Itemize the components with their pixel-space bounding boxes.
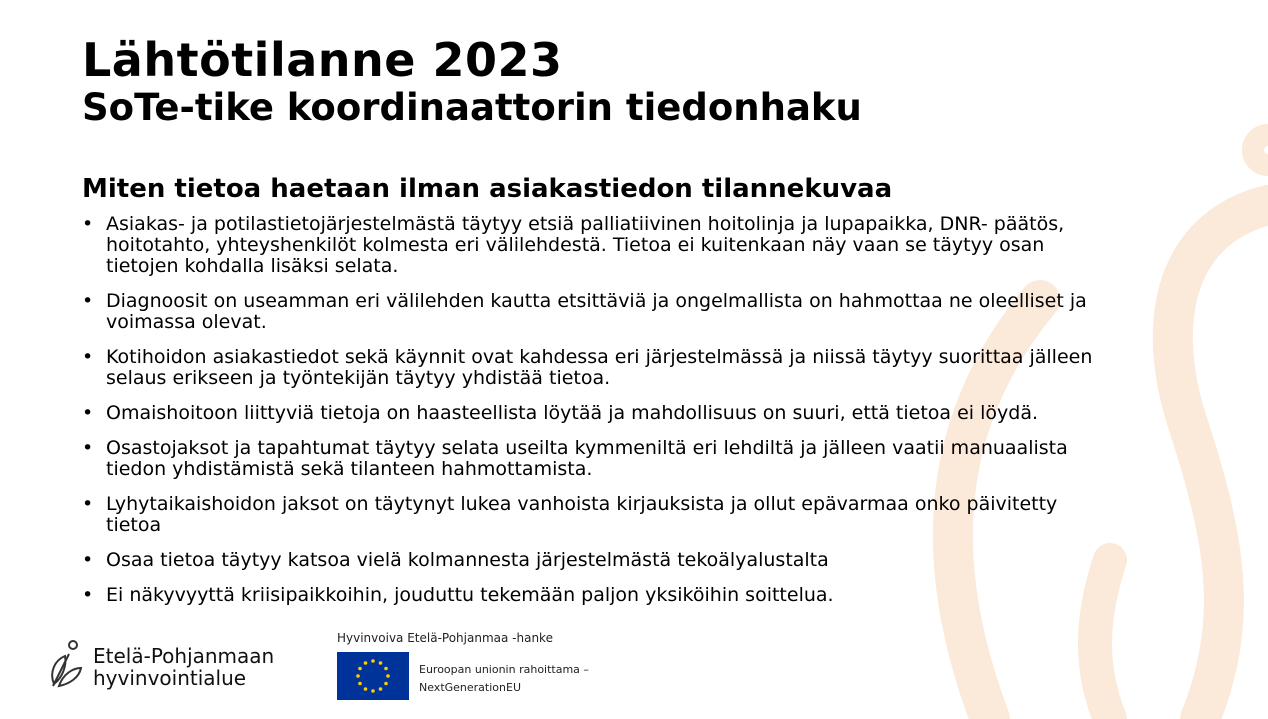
- bullet-list: [82, 214, 1182, 620]
- section-heading: Miten tietoa haetaan ilman asiakastiedon tilannekuvaa: [82, 174, 893, 204]
- page-subtitle: SoTe-tike koordinaattorin tiedonhaku: [82, 86, 862, 129]
- bullet-item: • Osaa tietoa täytyy katsoa vielä kolmannesta järjestelmästä tekoälyalustalta: [82, 550, 1182, 571]
- eu-star-icon: [358, 667, 362, 671]
- eu-star-icon: [379, 661, 383, 665]
- project-name: Hyvinvoiva Etelä-Pohjanmaa -hanke: [337, 631, 553, 645]
- org-logo-icon: [47, 638, 87, 690]
- eu-star-icon: [384, 682, 388, 686]
- eu-star-icon: [364, 687, 368, 691]
- eu-star-icon: [358, 682, 362, 686]
- page-title: Lähtötilanne 2023: [82, 33, 563, 87]
- bullet-item: • Lyhytaikaishoidon jaksot on täytynyt lukea vanhoista kirjauksista ja ollut epävarmaa onko päivitetty tietoa: [82, 494, 1182, 536]
- org-name: Etelä-Pohjanmaan hyvinvointialue: [93, 644, 275, 690]
- eu-star-icon: [371, 659, 375, 663]
- eu-star-icon: [386, 674, 390, 678]
- eu-star-icon: [379, 687, 383, 691]
- bullet-item: • Ei näkyvyyttä kriisipaikkoihin, jouduttu tekemään paljon yksiköihin soittelua.: [82, 585, 1182, 606]
- eu-star-icon: [384, 667, 388, 671]
- eu-flag-icon: [337, 652, 409, 700]
- bullet-item: • Diagnoosit on useamman eri välilehden kautta etsittäviä ja ongelmallista on hahmottaa ne oleelliset ja voimassa olevat.: [82, 291, 1182, 333]
- eu-star-icon: [364, 661, 368, 665]
- bullet-item: • Osastojaksot ja tapahtumat täytyy selata useilta kymmeniltä eri lehdiltä ja jälleen vaatii manuaalista tiedon yhdistämistä sekä tilanteen hahmottamista.: [82, 438, 1182, 480]
- eu-star-icon: [371, 689, 375, 693]
- bullet-item: • Asiakas- ja potilastietojärjestelmästä täytyy etsiä palliatiivinen hoitolinja ja lupapaikka, DNR- päätös, hoitotahto, yhteyshenkilöt kolmesta eri välilehdestä. Tietoa ei kuitenkaan näy vaan se täytyy osan tietojen kohdalla lisäksi selata.: [82, 214, 1182, 277]
- eu-star-icon: [356, 674, 360, 678]
- eu-funding-text: Euroopan unionin rahoittama – NextGenerationEU: [419, 663, 589, 694]
- bullet-item: • Kotihoidon asiakastiedot sekä käynnit ovat kahdessa eri järjestelmässä ja niissä täytyy suorittaa jälleen selaus erikseen ja työntekijän täytyy yhdistää tietoa.: [82, 347, 1182, 389]
- bullet-item: • Omaishoitoon liittyviä tietoja on haasteellista löytää ja mahdollisuus on suuri, että tietoa ei löydä.: [82, 403, 1182, 424]
